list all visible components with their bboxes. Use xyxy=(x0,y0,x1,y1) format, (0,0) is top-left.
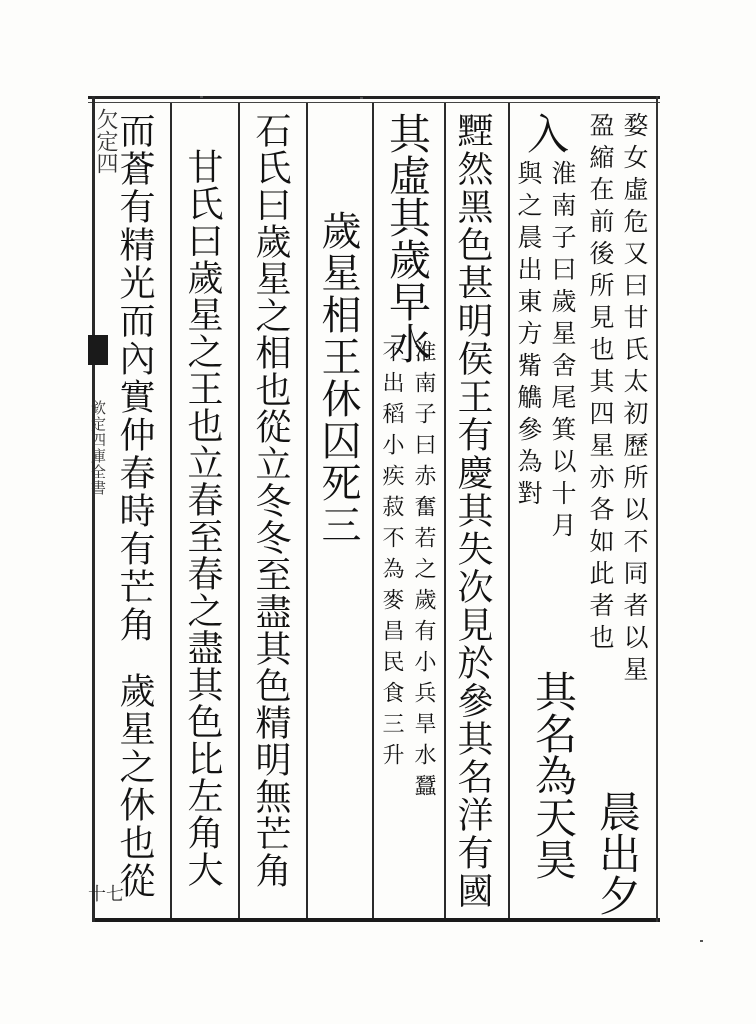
column-2-annotation-left: 與之晨出東方觜觹參為對 xyxy=(514,160,543,512)
column-2-annotation-right: 淮南子曰歲星舍尾箕以十月 xyxy=(548,160,577,544)
column-divider xyxy=(170,103,172,918)
column-divider xyxy=(508,103,510,918)
column-8-main-text-a: 而蒼有精光而內實仲春時有芒角 xyxy=(114,112,155,644)
column-3-main-text: 黫然黑色甚明侯王有慶其失次見於參其名洋有國 xyxy=(452,112,493,910)
column-1-main-text: 晨出夕 xyxy=(593,790,642,916)
scan-speck xyxy=(200,96,203,98)
scan-speck xyxy=(360,97,363,99)
fold-black-mark xyxy=(88,335,108,365)
column-7-main-text: 甘氏曰歲星之王也立春至春之盡其色比左角大 xyxy=(182,148,223,888)
column-2-main-head: 入 xyxy=(521,112,570,154)
section-heading: 歲星相王休囚死三 xyxy=(315,210,361,546)
frame-bottom-border xyxy=(92,918,660,922)
fold-book-title: 欽定四庫全書 xyxy=(89,400,107,496)
page-number: 十七 xyxy=(88,884,124,905)
scan-speck xyxy=(700,940,703,942)
column-divider xyxy=(444,103,446,918)
frame-top-border xyxy=(88,96,660,99)
column-4-main-head: 其虛其歲早水 xyxy=(383,112,432,364)
column-6-main-text: 石氏曰歲星之相也從立冬冬至盡其色精明無芒角 xyxy=(250,112,291,889)
fold-top-chars: 欠定四 xyxy=(93,108,118,174)
column-2-main-tail: 其名為天昊 xyxy=(529,670,578,880)
column-divider xyxy=(306,103,308,918)
column-divider xyxy=(238,103,240,918)
column-4-annotation-left: 不出稻小疾菽不為麥昌民食三升 xyxy=(379,340,404,774)
column-1-annotation-left: 盈縮在前後所見也其四星亦各如此者也 xyxy=(586,112,615,656)
frame-right-border xyxy=(656,96,658,922)
column-4-annotation-right: 淮南子曰赤奮若之歲有小兵旱水蠶 xyxy=(411,340,436,805)
frame-top-inner-border xyxy=(88,102,660,103)
column-divider xyxy=(372,103,374,918)
frame-left-border xyxy=(92,96,95,922)
column-1-annotation-right: 婺女虛危又曰甘氏太初歷所以不同者以星 xyxy=(620,112,649,688)
column-8-main-text-b: 歲星之休也從 xyxy=(114,672,155,900)
